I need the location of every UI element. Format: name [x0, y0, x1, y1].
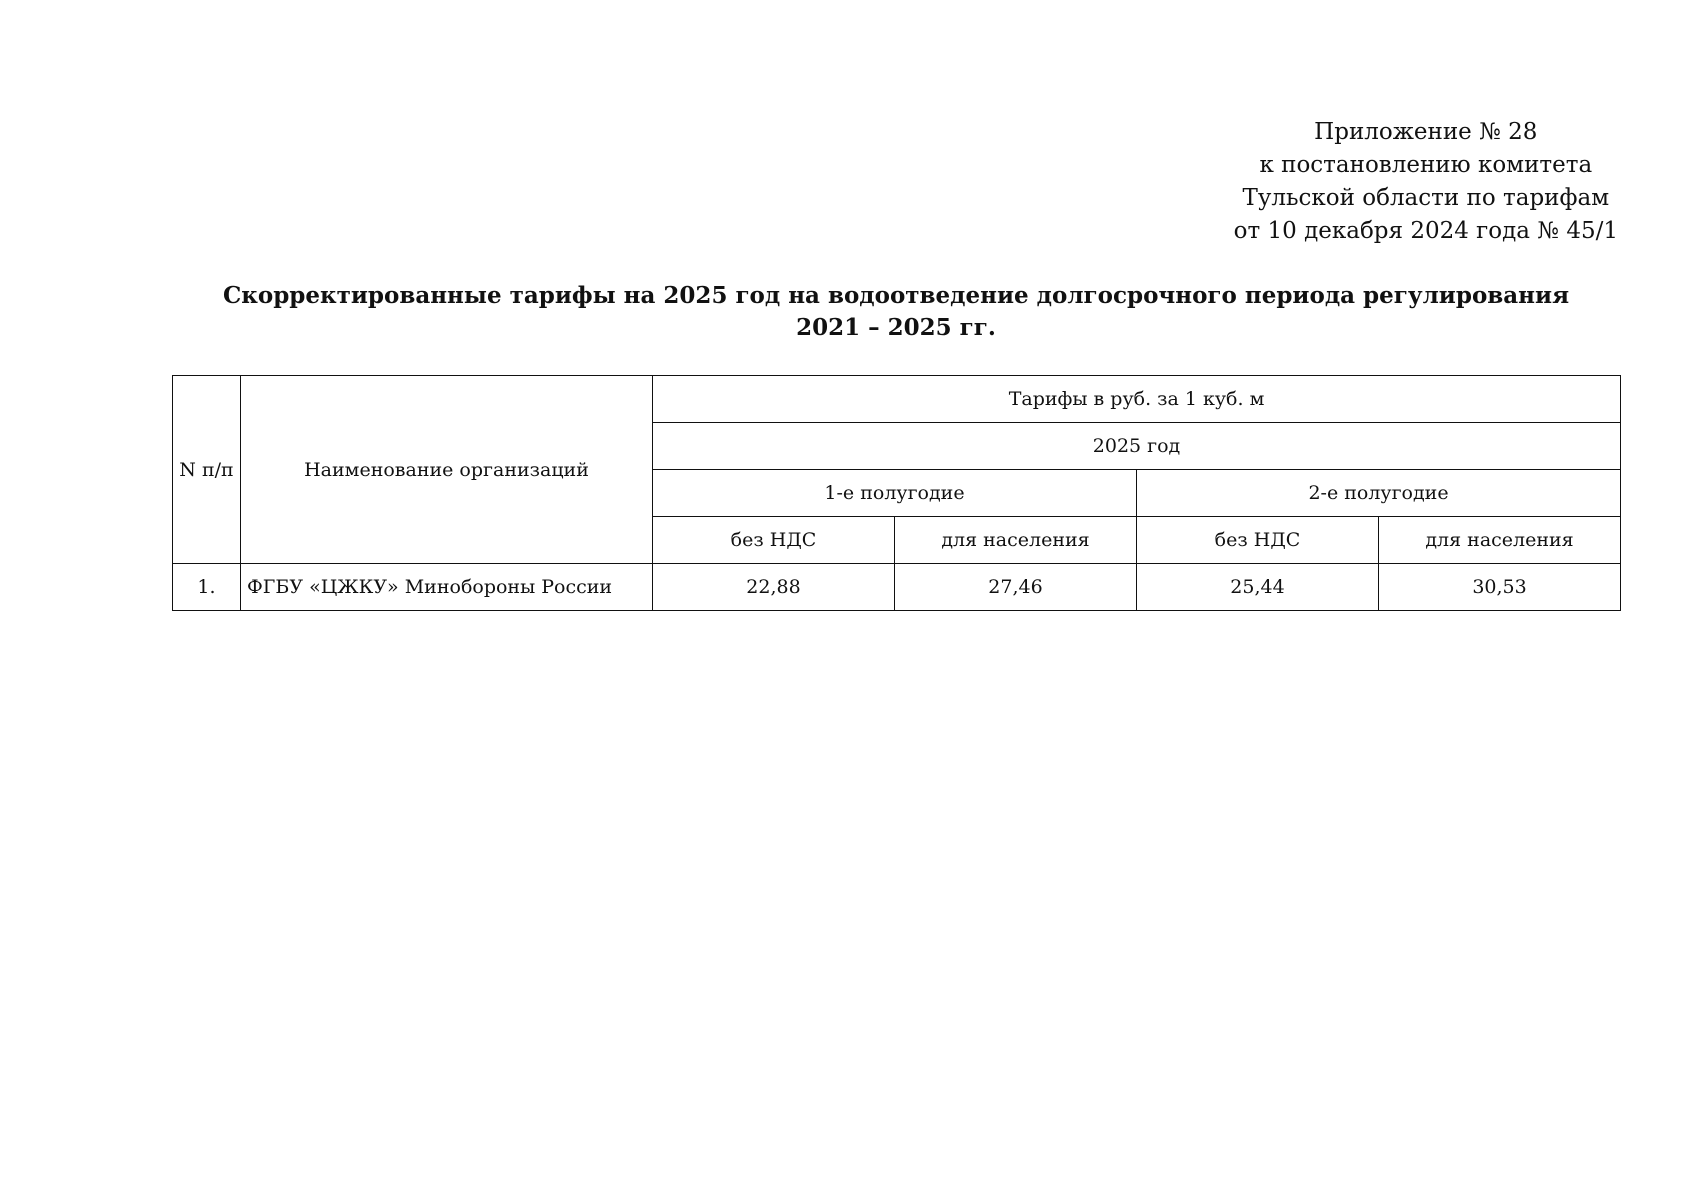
header-first-half: 1-е полугодие: [653, 470, 1137, 517]
header-year: 2025 год: [653, 423, 1621, 470]
row-organization: ФГБУ «ЦЖКУ» Минобороны России: [241, 564, 653, 611]
subheader-h2-population: для населения: [1379, 517, 1621, 564]
subheader-h1-population: для населения: [895, 517, 1137, 564]
tariff-table: [172, 375, 1621, 611]
header-organization: Наименование организаций: [241, 376, 653, 564]
subheader-h1-without-vat: без НДС: [653, 517, 895, 564]
document-title: [172, 280, 1620, 344]
header-number: N п/п: [173, 376, 241, 564]
subheader-h2-without-vat: без НДС: [1137, 517, 1379, 564]
appendix-reference: [1234, 116, 1618, 248]
row-number: 1.: [173, 564, 241, 611]
appendix-line-1: Приложение № 28: [1314, 119, 1538, 145]
title-line-2: 2021 – 2025 гг.: [796, 314, 996, 341]
appendix-line-3: Тульской области по тарифам: [1242, 185, 1610, 211]
table-header-row-1: [173, 376, 1621, 423]
appendix-line-4: от 10 декабря 2024 года № 45/1: [1233, 218, 1618, 244]
row-value-h2-population: 30,53: [1379, 564, 1621, 611]
header-second-half: 2-е полугодие: [1137, 470, 1621, 517]
row-value-h1-without-vat: 22,88: [653, 564, 895, 611]
header-tariffs: Тарифы в руб. за 1 куб. м: [653, 376, 1621, 423]
appendix-line-2: к постановлению комитета: [1259, 152, 1593, 178]
table-row: [173, 564, 1621, 611]
title-line-1: Скорректированные тарифы на 2025 год на водоотведение долгосрочного периода регулирования: [222, 282, 1570, 309]
row-value-h1-population: 27,46: [895, 564, 1137, 611]
row-value-h2-without-vat: 25,44: [1137, 564, 1379, 611]
